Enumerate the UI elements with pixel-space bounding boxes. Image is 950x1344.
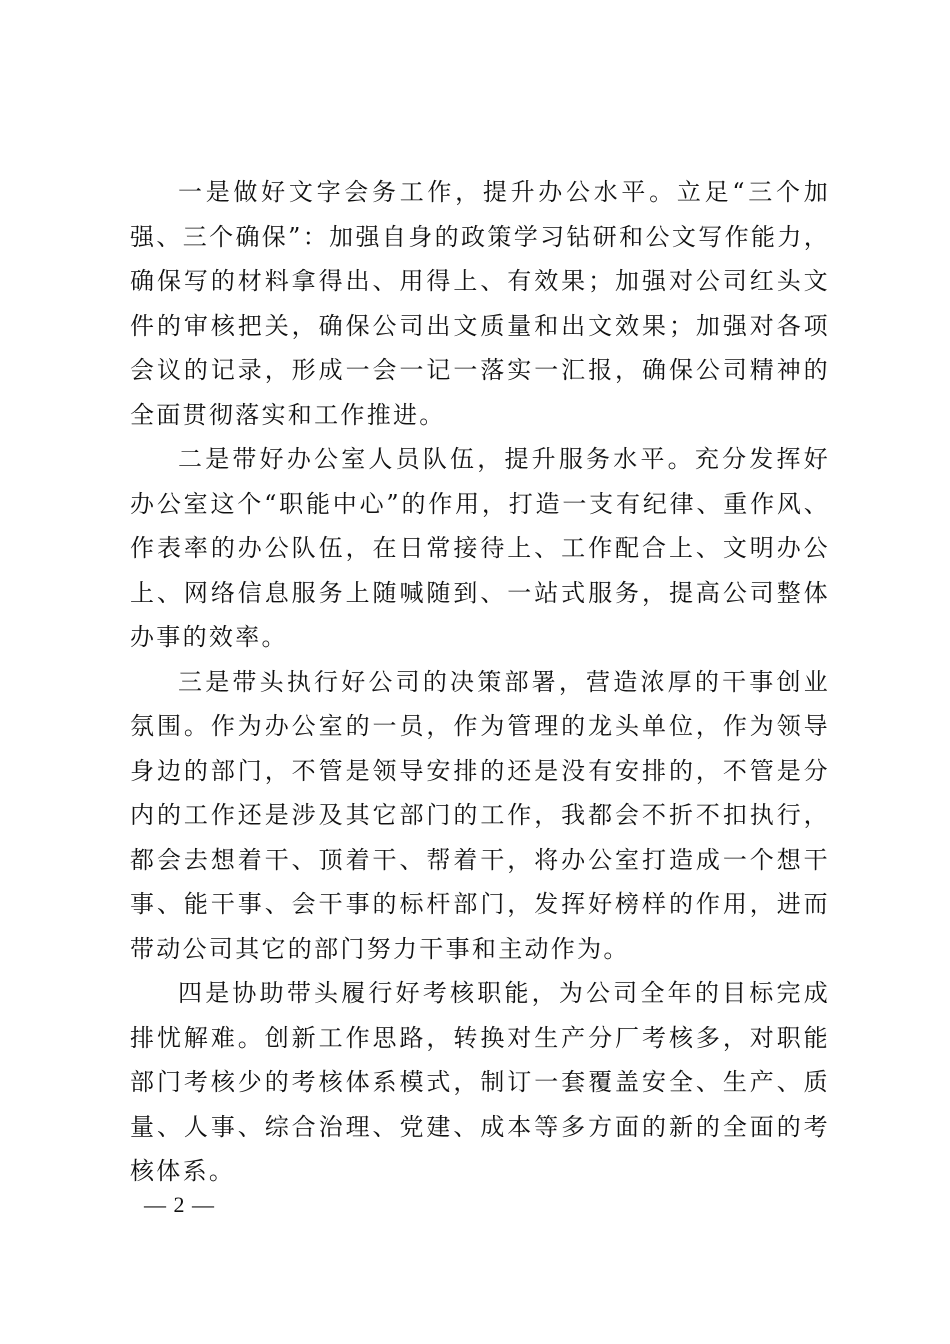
paragraph-2: 二是带好办公室人员队伍，提升服务水平。充分发挥好办公室这个“职能中心”的作用，打造一支有纪律、重作风、作表率的办公队伍，在日常接待上、工作配合上、文明办公上、网络信息服务上随喊随到、一站式服务，提高公司整体办事的效率。 bbox=[130, 445, 830, 651]
paragraph-1: 一是做好文字会务工作，提升办公水平。立足“三个加强、三个确保”：加强自身的政策学习钻研和公文写作能力，确保写的材料拿得出、用得上、有效果；加强对公司红头文件的审核把关，确保公司出文质量和出文效果；加强对各项会议的记录，形成一会一记一落实一汇报，确保公司精神的全面贯彻落实和工作推进。 bbox=[130, 178, 830, 429]
page-number: — 2 — bbox=[144, 1192, 215, 1217]
document-body bbox=[130, 170, 830, 1194]
paragraph-4: 四是协助带头履行好考核职能，为公司全年的目标完成排忧解难。创新工作思路，转换对生产分厂考核多，对职能部门考核少的考核体系模式，制订一套覆盖安全、生产、质量、人事、综合治理、党建、成本等多方面的新的全面的考核体系。 bbox=[130, 979, 830, 1185]
paragraph-3: 三是带头执行好公司的决策部署，营造浓厚的干事创业氛围。作为办公室的一员，作为管理的龙头单位，作为领导身边的部门，不管是领导安排的还是没有安排的，不管是分内的工作还是涉及其它部门的工作，我都会不折不扣执行，都会去想着干、顶着干、帮着干，将办公室打造成一个想干事、能干事、会干事的标杆部门，发挥好榜样的作用，进而带动公司其它的部门努力干事和主动作为。 bbox=[130, 667, 830, 963]
